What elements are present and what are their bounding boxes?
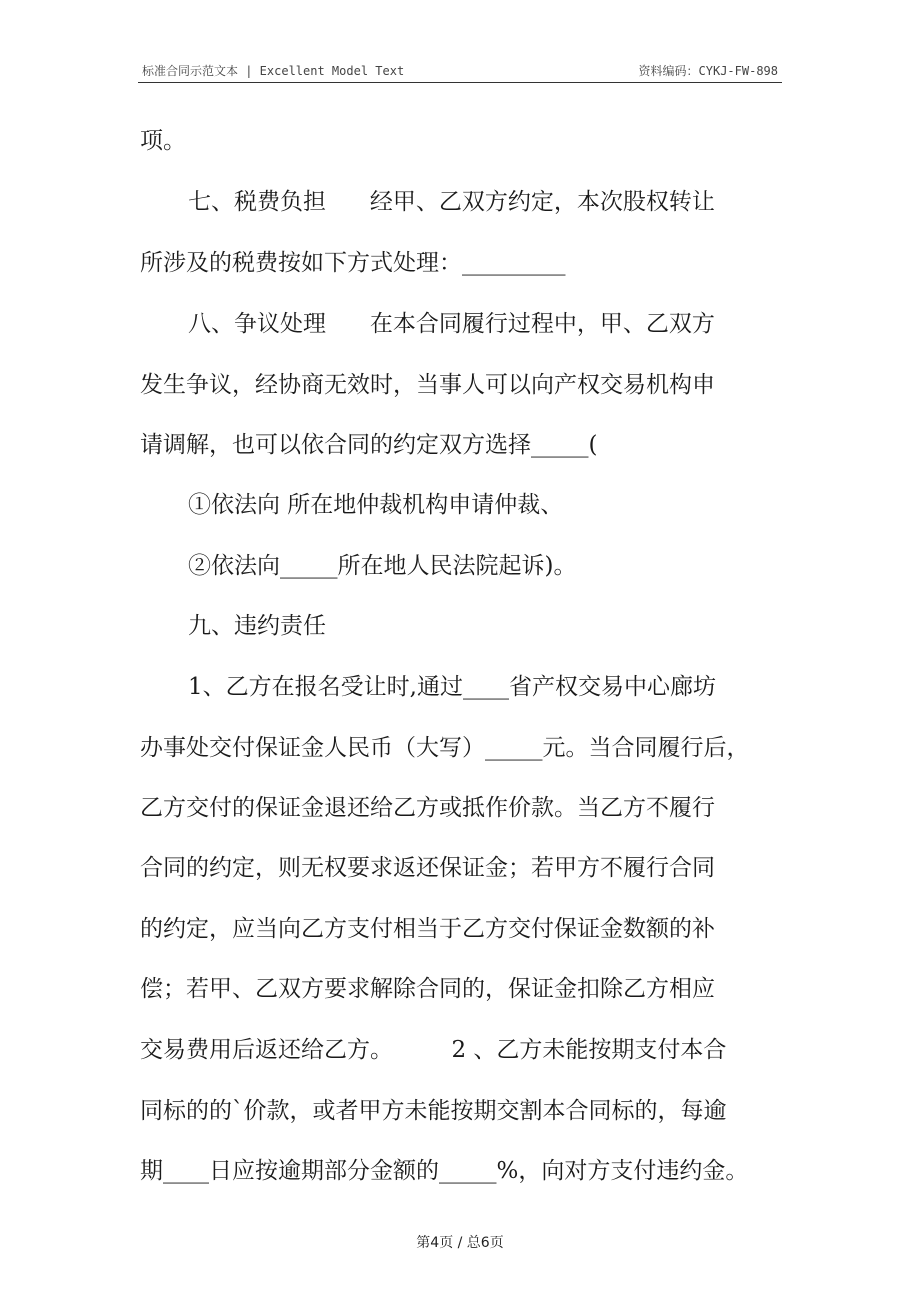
text-line: 办事处交付保证金人民币（大写）_____元。当合同履行后， — [140, 735, 750, 761]
text-line: 乙方交付的保证金退还给乙方或抵作价款。当乙方不履行 — [140, 795, 715, 821]
text-line: 的约定，应当向乙方支付相当于乙方交付保证金数额的补 — [140, 916, 715, 942]
text-line: 发生争议，经协商无效时，当事人可以向产权交易机构申 — [140, 372, 715, 398]
text-line: 期____日应按逾期部分金额的_____%，向对方支付违约金。 — [140, 1158, 749, 1184]
page-header — [138, 62, 782, 83]
option-1: ①依法向 所在地仲裁机构申请仲裁、 — [188, 492, 564, 518]
section-8-heading: 八、争议处理 在本合同履行过程中，甲、乙双方 — [188, 311, 715, 337]
text-line: 同标的的`价款，或者甲方未能按期交割本合同标的，每逾 — [140, 1098, 727, 1124]
section-7-heading: 七、税费负担 经甲、乙双方约定，本次股权转让 — [188, 189, 715, 215]
text-line: 所涉及的税费按如下方式处理：_________ — [140, 250, 566, 276]
text-line: 项。 — [140, 128, 186, 154]
text-line: 请调解，也可以依合同的约定双方选择_____( — [140, 432, 598, 458]
header-doc-code: 资料编码：CYKJ-FW-898 — [638, 64, 778, 78]
text-line: 交易费用后返还给乙方。 2 、乙方未能按期支付本合 — [140, 1037, 727, 1063]
header-title: 标准合同示范文本 | Excellent Model Text — [142, 64, 405, 78]
page-number: 第4页 / 总6页 — [416, 1235, 504, 1251]
section-9-heading: 九、违约责任 — [188, 613, 326, 639]
option-2: ②依法向_____所在地人民法院起诉)。 — [188, 553, 577, 579]
clause-1: 1、乙方在报名受让时,通过____省产权交易中心廊坊 — [188, 674, 716, 700]
text-line: 偿；若甲、乙双方要求解除合同的，保证金扣除乙方相应 — [140, 976, 715, 1002]
text-line: 合同的约定，则无权要求返还保证金；若甲方不履行合同 — [140, 855, 715, 881]
